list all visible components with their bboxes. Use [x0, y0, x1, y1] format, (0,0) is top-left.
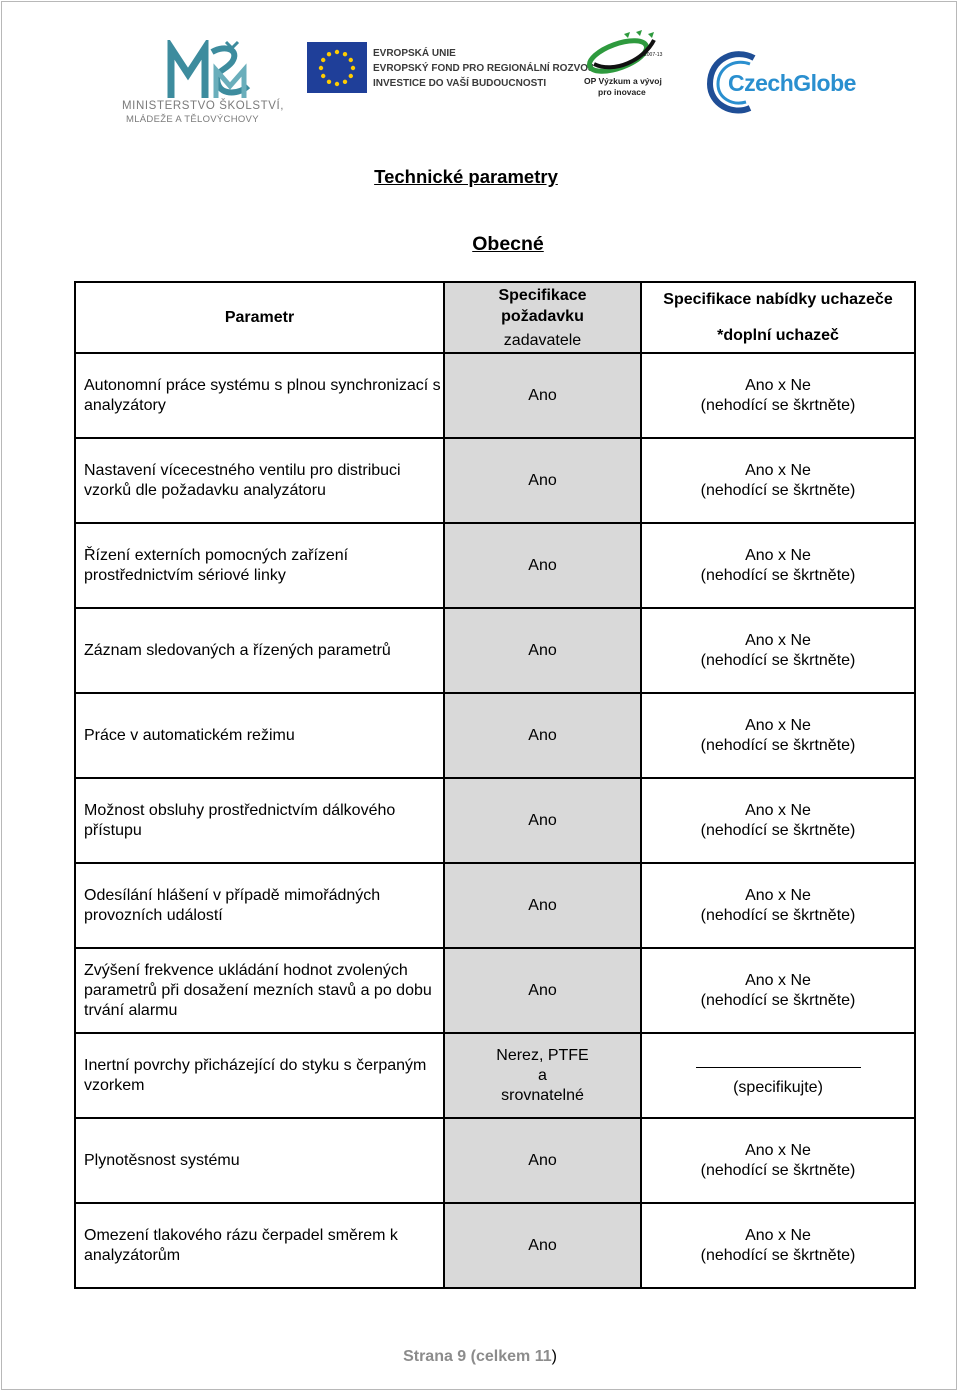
header-specifikace-pozadavku — [444, 282, 641, 353]
offer-choice[interactable]: Ano x Ne — [745, 1226, 811, 1244]
table-row — [75, 778, 915, 863]
parameter-cell: Možnost obsluhy prostřednictvím dálkového přístupu — [75, 778, 444, 863]
table-row — [75, 523, 915, 608]
offer-choice[interactable]: Ano x Ne — [745, 1141, 811, 1159]
czechglobe-text: CzechGlobe — [728, 70, 856, 96]
table-row — [75, 863, 915, 948]
parameter-cell: Zvýšení frekvence ukládání hodnot zvolených parametrů při dosažení mezních stavů a po dobu trvání alarmu — [75, 948, 444, 1033]
offer-choice[interactable]: Ano x Ne — [745, 801, 811, 819]
parameter-cell: Odesílání hlášení v případě mimořádných provozních událostí — [75, 863, 444, 948]
parameter-cell: Omezení tlakového rázu čerpadel směrem k analyzátorům — [75, 1203, 444, 1288]
parameter-cell: Řízení externích pomocných zařízení prostřednictvím sériové linky — [75, 523, 444, 608]
offer-choice[interactable]: Ano x Ne — [745, 971, 811, 989]
table-row — [75, 948, 915, 1033]
requirement-cell: Ano — [444, 693, 641, 778]
requirement-cell: Ano — [444, 438, 641, 523]
footer-page-number: Strana 9 (celkem 11 — [403, 1348, 552, 1365]
svg-text:2007-13: 2007-13 — [644, 52, 663, 58]
offer-cell[interactable] — [641, 863, 915, 948]
op-line2: pro inovace — [598, 87, 646, 97]
footer-paren: ) — [551, 1348, 557, 1365]
offer-note: (nehodící se škrtněte) — [700, 821, 856, 839]
eu-text — [373, 46, 594, 91]
msmt-logo — [122, 40, 297, 125]
header-col2-line2: zadavatele — [503, 331, 582, 349]
offer-note: (nehodící se škrtněte) — [700, 481, 856, 499]
table-row — [75, 693, 915, 778]
specify-blank-line[interactable] — [696, 1057, 861, 1068]
parameters-table — [74, 281, 916, 1289]
eu-line2: EVROPSKÝ FOND PRO REGIONÁLNÍ ROZVOJ — [373, 63, 594, 74]
parameter-cell: Nastavení vícecestného ventilu pro distribuci vzorků dle požadavku analyzátoru — [75, 438, 444, 523]
requirement-cell: Ano — [444, 948, 641, 1033]
offer-note: (nehodící se škrtněte) — [700, 991, 856, 1009]
offer-choice[interactable]: Ano x Ne — [745, 376, 811, 394]
table-body — [75, 353, 915, 1288]
msmt-mark-icon — [166, 40, 256, 102]
section-title: Obecné — [472, 233, 544, 255]
parameter-cell: Autonomní práce systému s plnou synchronizací s analyzátory — [75, 353, 444, 438]
offer-cell[interactable] — [641, 778, 915, 863]
table-row — [75, 1118, 915, 1203]
header-parametr: Parametr — [75, 282, 444, 353]
requirement-cell: Ano — [444, 523, 641, 608]
czechglobe-logo — [706, 50, 871, 115]
table-row — [75, 353, 915, 438]
offer-choice[interactable]: Ano x Ne — [745, 716, 811, 734]
eu-line3: INVESTICE DO VAŠÍ BUDOUCNOSTI — [373, 78, 547, 89]
offer-note: (nehodící se škrtněte) — [700, 566, 856, 584]
offer-choice[interactable]: Ano x Ne — [745, 546, 811, 564]
offer-note: (nehodící se škrtněte) — [700, 396, 856, 414]
offer-cell[interactable] — [641, 693, 915, 778]
table-row — [75, 1033, 915, 1118]
requirement-cell: Ano — [444, 1203, 641, 1288]
offer-cell[interactable] — [641, 1118, 915, 1203]
offer-choice[interactable]: Ano x Ne — [745, 886, 811, 904]
offer-note: (specifikujte) — [733, 1078, 823, 1096]
requirement-cell: Ano — [444, 778, 641, 863]
eu-flag-icon — [307, 42, 367, 93]
header-col3-line1: Specifikace nabídky uchazeče — [663, 291, 893, 308]
header-specifikace-nabidky — [641, 282, 915, 353]
offer-note: (nehodící se škrtněte) — [700, 651, 856, 669]
requirement-cell: Ano — [444, 863, 641, 948]
table-row — [75, 1203, 915, 1288]
offer-note: (nehodící se škrtněte) — [700, 906, 856, 924]
op-vavpi-logo — [584, 30, 664, 105]
parameter-cell: Plynotěsnost systému — [75, 1118, 444, 1203]
op-swirl-icon — [584, 30, 664, 76]
eu-line1: EVROPSKÁ UNIE — [373, 48, 456, 59]
offer-cell[interactable] — [641, 353, 915, 438]
op-text — [584, 76, 662, 98]
offer-cell[interactable] — [641, 608, 915, 693]
table-row — [75, 608, 915, 693]
msmt-line2: MLÁDEŽE A TĚLOVÝCHOVY — [126, 114, 259, 125]
offer-cell[interactable] — [641, 948, 915, 1033]
parameter-cell: Inertní povrchy přicházející do styku s čerpaným vzorkem — [75, 1033, 444, 1118]
offer-cell[interactable] — [641, 1033, 915, 1118]
eu-logo — [307, 42, 594, 97]
offer-note: (nehodící se škrtněte) — [700, 736, 856, 754]
page-title: Technické parametry — [374, 166, 558, 187]
op-line1: OP Výzkum a vývoj — [584, 76, 662, 86]
offer-note: (nehodící se škrtněte) — [700, 1246, 856, 1264]
offer-cell[interactable] — [641, 438, 915, 523]
requirement-cell: Nerez, PTFE a srovnatelné — [444, 1033, 641, 1118]
msmt-line1: MINISTERSTVO ŠKOLSTVÍ, — [122, 100, 285, 112]
offer-choice[interactable]: Ano x Ne — [745, 631, 811, 649]
table-header-row — [75, 282, 915, 353]
table-row — [75, 438, 915, 523]
offer-cell[interactable] — [641, 1203, 915, 1288]
offer-choice[interactable]: Ano x Ne — [745, 461, 811, 479]
header-col2-line1: Specifikace požadavku — [498, 286, 587, 325]
offer-cell[interactable] — [641, 523, 915, 608]
page-footer — [0, 1348, 960, 1366]
requirement-cell: Ano — [444, 608, 641, 693]
parameter-cell: Práce v automatickém režimu — [75, 693, 444, 778]
parameter-cell: Záznam sledovaných a řízených parametrů — [75, 608, 444, 693]
requirement-cell: Ano — [444, 1118, 641, 1203]
header-col3-line2: *doplní uchazeč — [717, 327, 839, 344]
requirement-cell: Ano — [444, 353, 641, 438]
offer-note: (nehodící se škrtněte) — [700, 1161, 856, 1179]
